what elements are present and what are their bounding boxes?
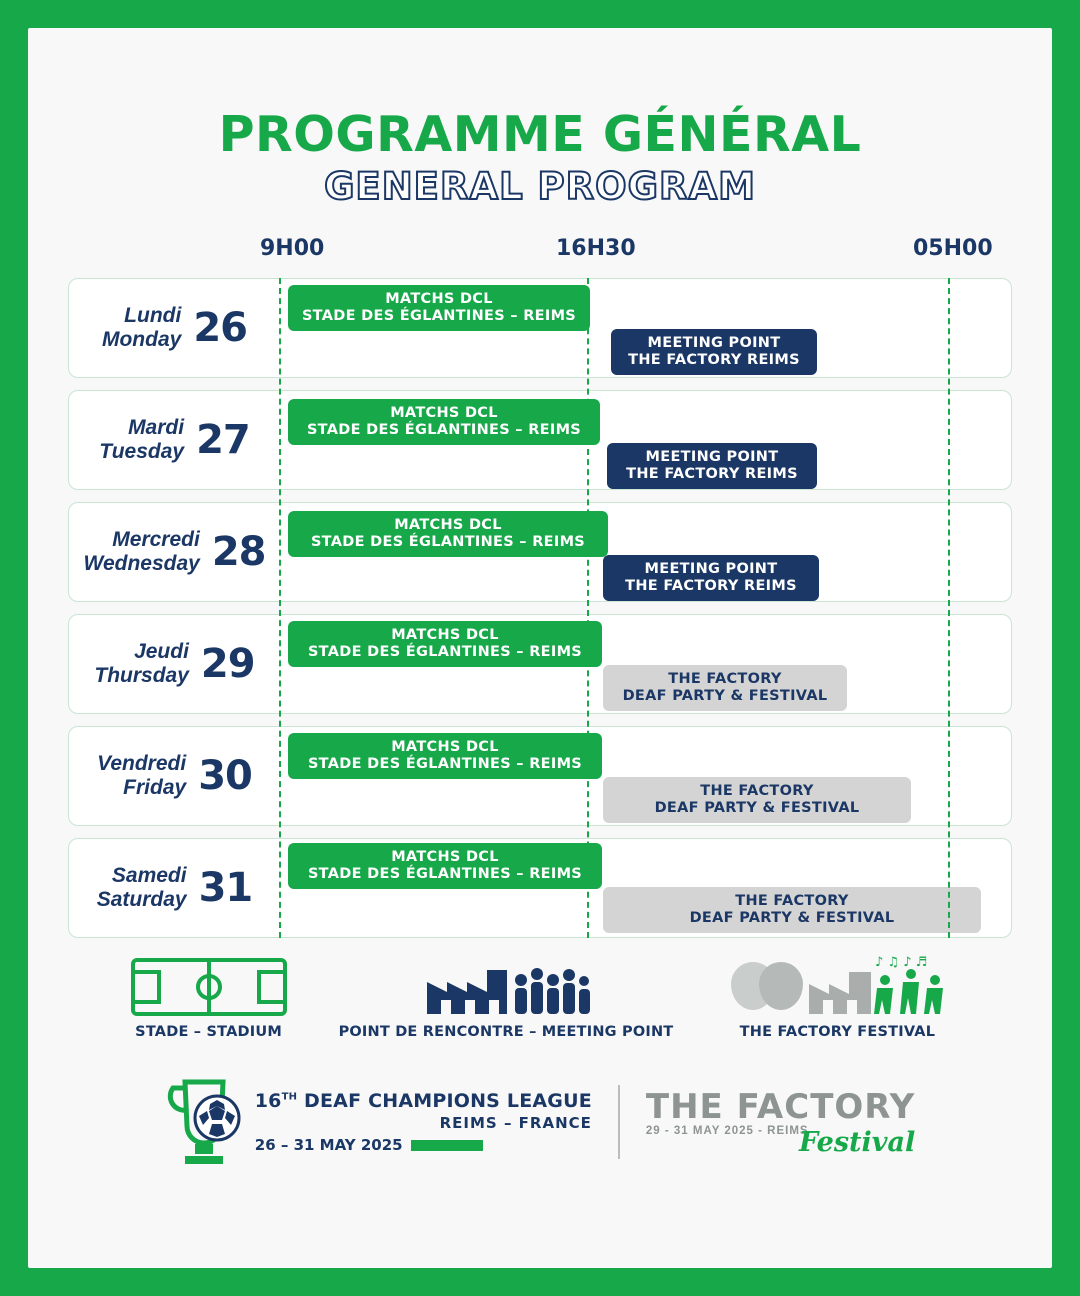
- legend-item-festival: [725, 954, 949, 1040]
- event-chip-line2: DEAF PARTY & FESTIVAL: [654, 800, 860, 816]
- legend-label: STADE – STADIUM: [135, 1024, 282, 1040]
- match-chip: [288, 399, 600, 445]
- event-chip-line2: THE FACTORY REIMS: [626, 466, 798, 482]
- match-chip-line2: STADE DES ÉGLANTINES – REIMS: [307, 756, 583, 772]
- match-chip-line2: STADE DES ÉGLANTINES – REIMS: [307, 644, 583, 660]
- day-label-fr: Mercredi: [112, 528, 200, 552]
- dcl-edition-suffix: TH: [281, 1091, 298, 1103]
- day-names: [97, 752, 186, 799]
- factory-logo-script: Festival: [798, 1126, 916, 1158]
- schedule-grid: [68, 278, 1012, 938]
- time-label-3: 05H00: [913, 236, 993, 261]
- match-chip: [288, 621, 602, 667]
- day-number: 31: [198, 865, 253, 911]
- match-chip-line2: STADE DES ÉGLANTINES – REIMS: [306, 422, 582, 438]
- event-chip-line1: MEETING POINT: [647, 334, 781, 351]
- day-names: [94, 640, 189, 687]
- factory-festival-logo: [646, 1087, 915, 1158]
- legend-item-meeting-point: [339, 954, 674, 1040]
- event-chip-line2: THE FACTORY REIMS: [625, 578, 797, 594]
- day-number: 30: [198, 753, 252, 799]
- page-title-en: GENERAL PROGRAM: [324, 165, 756, 208]
- day-cell: [69, 279, 280, 377]
- day-label-en: Monday: [101, 328, 182, 351]
- grid-divider-3: [948, 278, 950, 938]
- match-chip: [288, 733, 602, 779]
- dcl-dates: 26 – 31 MAY 2025: [254, 1136, 403, 1154]
- day-label-fr: Mardi: [128, 416, 185, 440]
- day-cell: [69, 503, 280, 601]
- program-poster: [28, 28, 1052, 1268]
- day-label-fr: Lundi: [124, 304, 182, 328]
- dcl-logo: [165, 1074, 592, 1170]
- event-chip: [607, 443, 817, 489]
- time-label-1: 9H00: [260, 236, 325, 261]
- day-number: 28: [211, 529, 266, 575]
- trophy-icon: [165, 1074, 243, 1170]
- day-names: [84, 528, 200, 575]
- festival-icon: [725, 954, 949, 1016]
- event-chip-line2: DEAF PARTY & FESTIVAL: [689, 910, 895, 926]
- dcl-location: REIMS – FRANCE: [439, 1114, 592, 1132]
- day-label-en: Tuesday: [99, 440, 185, 463]
- match-chip-line1: MATCHS DCL: [391, 626, 499, 643]
- time-header-row: [28, 236, 1052, 270]
- day-names: [99, 416, 184, 463]
- factory-logo-main: THE FACTORY: [645, 1086, 916, 1127]
- event-chip: [603, 555, 819, 601]
- grid-divider-2: [587, 278, 589, 938]
- event-chip-line2: THE FACTORY REIMS: [628, 352, 800, 368]
- day-cell: [69, 727, 280, 825]
- day-cell: [69, 615, 280, 713]
- legend-label: THE FACTORY FESTIVAL: [739, 1024, 936, 1040]
- match-chip-line1: MATCHS DCL: [385, 290, 493, 307]
- day-label-en: Thursday: [94, 664, 189, 687]
- day-names: [97, 864, 187, 911]
- grid-divider-1: [279, 278, 281, 938]
- legend-label: POINT DE RENCONTRE – MEETING POINT: [338, 1024, 674, 1040]
- table-row: [68, 614, 1012, 714]
- event-chip: [611, 329, 817, 375]
- table-row: [68, 390, 1012, 490]
- event-chip: [603, 887, 981, 933]
- day-cell: [69, 391, 280, 489]
- page-title-fr: PROGRAMME GÉNÉRAL: [218, 106, 862, 163]
- match-chip: [288, 511, 608, 557]
- match-chip-line2: STADE DES ÉGLANTINES – REIMS: [307, 866, 583, 882]
- day-label-fr: Vendredi: [97, 752, 187, 776]
- event-chip: [603, 665, 847, 711]
- event-chip-line1: MEETING POINT: [645, 448, 779, 465]
- dcl-text: [255, 1090, 592, 1154]
- factory-people-icon: [339, 954, 674, 1016]
- day-number: 27: [196, 417, 250, 463]
- event-chip-line1: MEETING POINT: [644, 560, 778, 577]
- event-chip-line1: THE FACTORY: [668, 670, 782, 687]
- factory-logo-sub: 29 - 31 MAY 2025 - REIMS: [645, 1124, 809, 1137]
- dcl-name: DEAF CHAMPIONS LEAGUE: [304, 1090, 592, 1112]
- match-chip-line1: MATCHS DCL: [391, 848, 499, 865]
- day-label-fr: Jeudi: [134, 640, 189, 664]
- day-label-en: Wednesday: [83, 552, 200, 575]
- match-chip-line1: MATCHS DCL: [390, 404, 498, 421]
- dcl-edition: 16: [254, 1090, 282, 1112]
- day-label-fr: Samedi: [111, 864, 187, 888]
- dcl-title: [255, 1090, 592, 1112]
- legend: [28, 954, 1052, 1040]
- event-chip-line1: THE FACTORY: [700, 782, 814, 799]
- legend-item-stadium: [131, 954, 287, 1040]
- stadium-icon: [131, 954, 287, 1016]
- title-block: [28, 28, 1052, 208]
- match-chip-line2: STADE DES ÉGLANTINES – REIMS: [301, 308, 577, 324]
- day-label-en: Friday: [123, 776, 187, 799]
- match-chip-line1: MATCHS DCL: [394, 516, 502, 533]
- day-cell: [69, 839, 280, 937]
- event-chip: [603, 777, 911, 823]
- day-label-en: Saturday: [96, 888, 187, 911]
- match-chip: [288, 843, 602, 889]
- match-chip: [288, 285, 590, 331]
- event-chip-line1: THE FACTORY: [735, 892, 849, 909]
- table-row: [68, 502, 1012, 602]
- match-chip-line1: MATCHS DCL: [391, 738, 499, 755]
- table-row: [68, 726, 1012, 826]
- table-row: [68, 278, 1012, 378]
- day-number: 26: [193, 305, 247, 351]
- time-label-2: 16H30: [556, 236, 636, 261]
- table-row: [68, 838, 1012, 938]
- event-chip-line2: DEAF PARTY & FESTIVAL: [622, 688, 828, 704]
- footer-divider: [618, 1085, 620, 1159]
- day-number: 29: [200, 641, 255, 687]
- svg-text:♪ ♫ ♪ ♬: ♪ ♫ ♪ ♬: [875, 955, 928, 970]
- day-names: [102, 304, 181, 351]
- dcl-dates-row: [255, 1136, 592, 1154]
- footer-logos: [28, 1074, 1052, 1170]
- match-chip-line2: STADE DES ÉGLANTINES – REIMS: [310, 534, 586, 550]
- dcl-bar: [411, 1140, 483, 1151]
